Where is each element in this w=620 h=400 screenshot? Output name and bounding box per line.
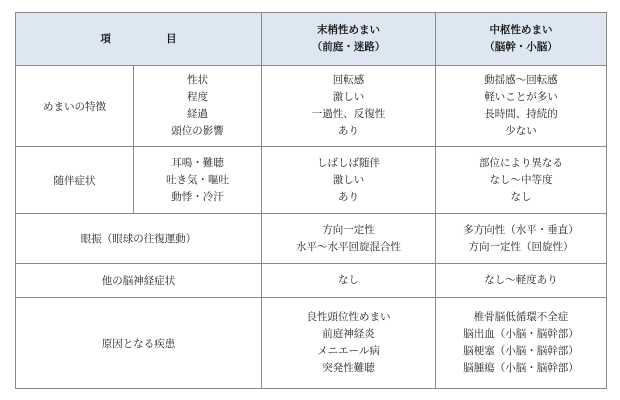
- subitem: 吐き気・嘔吐: [166, 173, 229, 186]
- cell-line: 脳梗塞（小脳・脳幹部）: [463, 345, 579, 357]
- central-cell: [436, 66, 607, 147]
- central-cell: [436, 264, 607, 298]
- peripheral-cell: [262, 66, 436, 147]
- cell-line: なし: [338, 274, 359, 286]
- central-cell: [436, 298, 607, 389]
- row-category: めまいの特徴: [16, 66, 134, 147]
- cell-line: 一過性、反復性: [311, 108, 386, 120]
- header-peripheral: [262, 13, 436, 66]
- central-cell: [436, 147, 607, 214]
- cell-line: 方向一定性（回旋性）: [468, 240, 574, 253]
- cell-line: 多方向性（水平・垂直）: [463, 223, 579, 236]
- row-category: 眼振（眼球の往復運動）: [16, 214, 262, 264]
- cell-line: 部位により異なる: [479, 156, 563, 169]
- cell-line: 脳出血（小脳・脳幹部）: [463, 328, 579, 340]
- cell-line: 突発性難聴: [322, 362, 375, 374]
- header-central-title: 中枢性めまい: [489, 24, 553, 36]
- table-row-causes: [16, 298, 607, 389]
- cell-line: 動揺感～回転感: [484, 74, 558, 86]
- cell-line: 方向一定性: [322, 223, 375, 236]
- cell-line: 激しい: [332, 173, 365, 186]
- subitem: 耳鳴・難聴: [171, 156, 224, 169]
- table-row-features: [16, 66, 607, 147]
- cell-line: メニエール病: [317, 345, 380, 357]
- subitem: 程度: [187, 91, 208, 103]
- header-item-left: 項: [100, 33, 111, 45]
- header-peripheral-title: 末梢性めまい: [317, 24, 380, 36]
- row-category: 随伴症状: [16, 147, 134, 214]
- cell-line: 良性頭位性めまい: [306, 311, 391, 323]
- cell-line: しばしば随伴: [317, 156, 380, 169]
- header-item: [16, 13, 262, 66]
- vertigo-comparison-table: [15, 12, 607, 389]
- table-row-nystagmus: [16, 214, 607, 264]
- table-row-symptoms: [16, 147, 607, 214]
- cell-line: 椎骨脳低循環不全症: [473, 311, 569, 323]
- peripheral-cell: [262, 298, 436, 389]
- peripheral-cell: [262, 214, 436, 264]
- cell-line: 少ない: [505, 125, 537, 137]
- table-row-cranial-nerve: [16, 264, 607, 298]
- header-peripheral-sub: （前庭・迷路）: [311, 41, 386, 53]
- subitem: 頭位の影響: [171, 125, 224, 137]
- cell-line: 長時間、持続的: [484, 108, 558, 120]
- cell-line: 脳腫瘍（小脳・脳幹部）: [463, 362, 579, 374]
- cell-line: なし～中等度: [489, 173, 553, 186]
- row-subitems: [134, 147, 262, 214]
- header-item-right: 目: [166, 33, 177, 45]
- header-central-sub: （脳幹・小脳）: [484, 41, 558, 53]
- cell-line: 激しい: [332, 91, 365, 103]
- row-category: 原因となる疾患: [16, 298, 262, 389]
- subitem: 性状: [187, 74, 208, 86]
- header-central: [436, 13, 607, 66]
- subitem: 動悸・冷汗: [171, 190, 224, 203]
- cell-line: 前庭神経炎: [322, 328, 375, 340]
- cell-line: あり: [338, 125, 359, 137]
- subitem: 経過: [187, 108, 208, 120]
- central-cell: [436, 214, 607, 264]
- cell-line: なし～軽度あり: [484, 274, 558, 286]
- peripheral-cell: [262, 264, 436, 298]
- cell-line: 水平～水平回旋混合性: [296, 240, 401, 253]
- table-header-row: [16, 13, 607, 66]
- cell-line: 軽いことが多い: [484, 91, 558, 103]
- peripheral-cell: [262, 147, 436, 214]
- cell-line: 回転感: [332, 74, 365, 86]
- cell-line: なし: [510, 190, 532, 203]
- row-category: 他の脳神経症状: [16, 264, 262, 298]
- cell-line: あり: [338, 190, 359, 203]
- row-subitems: [134, 66, 262, 147]
